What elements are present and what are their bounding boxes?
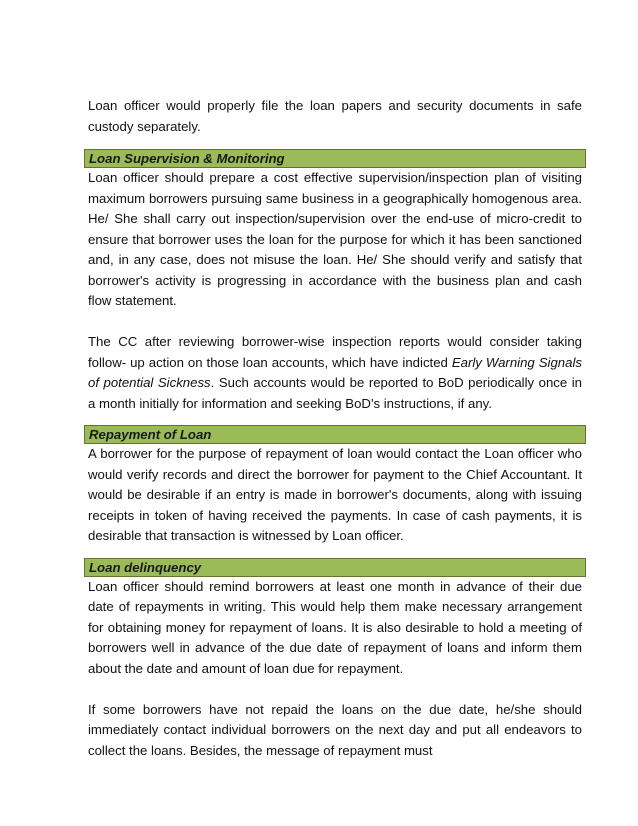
paragraph-gap (88, 312, 582, 333)
emphasized-text: Early Warning Signals of potential Sickness (88, 354, 582, 390)
section-paragraph: If some borrowers have not repaid the loans on the due date, he/she should immediately contact individual borrowers on the next day and put all endeavors to collect the loans. Besides, the message of repayment must (88, 701, 582, 758)
section-heading: Loan Supervision & Monitoring (84, 149, 586, 168)
document-page (88, 96, 582, 761)
section-heading: Repayment of Loan (84, 425, 586, 444)
section-paragraph (88, 332, 582, 414)
paragraph-text: . Such accounts would be reported to BoD periodically once in a month initially for information and seeking BoD's instructions, if any. (88, 375, 582, 411)
section-paragraph: Loan officer should prepare a cost effective supervision/inspection plan of visiting maximum borrowers pursuing same business in a geographically homogenous area. He/ She shall carry out inspection/supervision over the end-use of micro-credit to ensure that borrower uses the loan for the purpose for which it has been sanctioned and, in any case, does not misuse the loan. He/ She should verify and satisfy that borrower's activity is progressing in accordance with the business plan and cash flow statement. (88, 170, 582, 308)
section-delinquency (88, 558, 582, 762)
intro-paragraph: Loan officer would properly file the loan papers and security documents in safe custody separately. (88, 98, 582, 134)
paragraph-text: The CC after reviewing borrower-wise inspection reports would consider taking follow- up action on those loan accounts, which have indicted (88, 334, 582, 370)
section-repayment (88, 425, 582, 547)
paragraph-gap (88, 679, 582, 700)
section-loan-supervision (88, 149, 582, 414)
section-paragraph: A borrower for the purpose of repayment of loan would contact the Loan officer who would verify records and direct the borrower for payment to the Chief Accountant. It would be desirable if an entry is made in borrower's documents, along with issuing receipts in token of having received the payments. In case of cash payments, it is desirable that transaction is witnessed by Loan officer. (88, 446, 582, 543)
section-heading: Loan delinquency (84, 558, 586, 577)
section-paragraph: Loan officer should remind borrowers at least one month in advance of their due date of repayments in writing. This would help them make necessary arrangement for obtaining money for repayment of loans. It is also desirable to hold a meeting of borrowers well in advance of the due date of repayment of loans and inform them about the date and amount of loan due for repayment. (88, 578, 582, 676)
